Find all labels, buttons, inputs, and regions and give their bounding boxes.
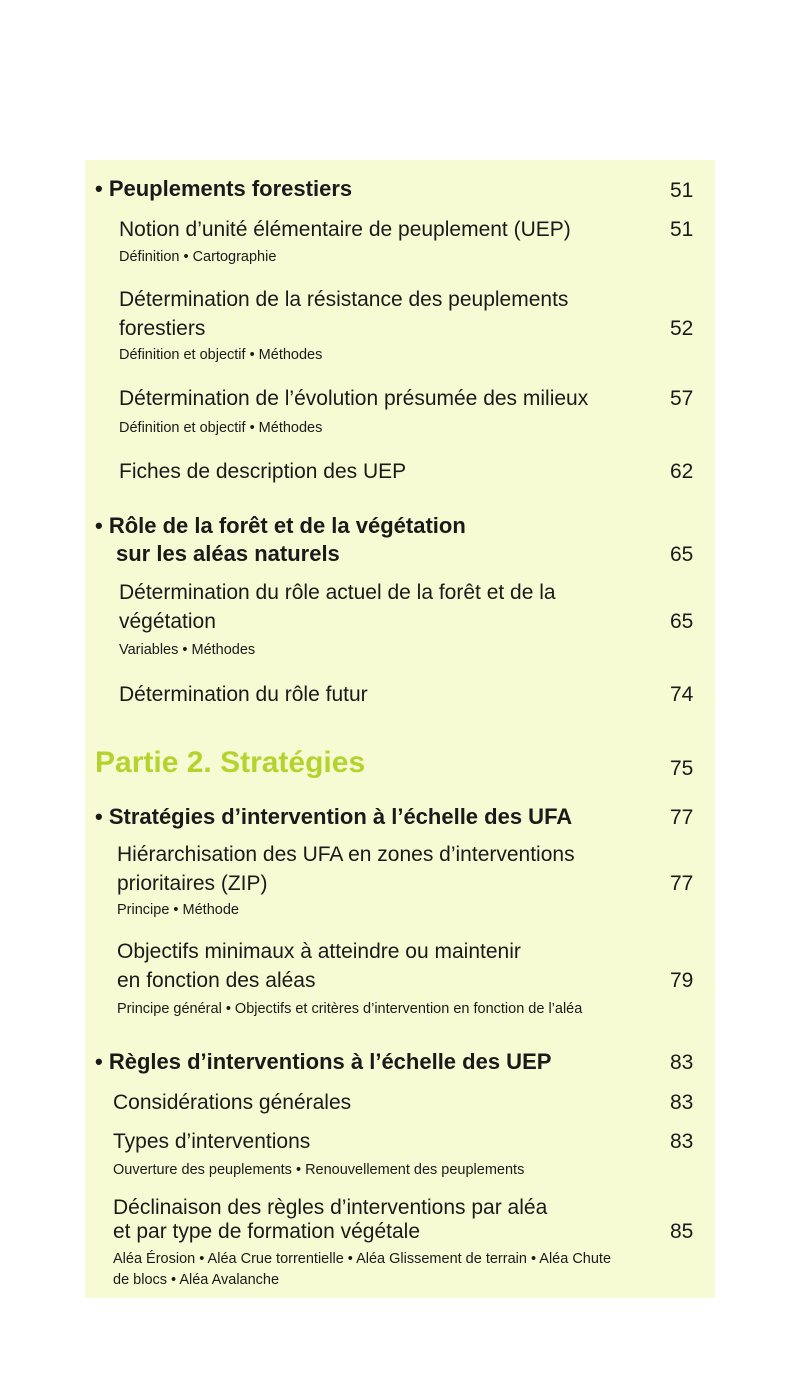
page-number: 65 <box>670 543 694 566</box>
entry-note-line2: de blocs • Aléa Avalanche <box>113 1272 280 1288</box>
page-number: 74 <box>670 683 694 706</box>
page-number: 83 <box>670 1051 694 1074</box>
page-number: 75 <box>670 757 694 780</box>
section-title-peuplements[interactable]: • Peuplements forestiers <box>95 176 353 201</box>
page-number: 51 <box>670 218 694 241</box>
entry-note: Définition et objectif • Méthodes <box>119 420 323 436</box>
section-title-role-foret-line2[interactable]: sur les aléas naturels <box>116 541 340 566</box>
entry-evolution[interactable]: Détermination de l’évolution présumée des milieux <box>119 387 589 410</box>
entry-note: Aléa Érosion • Aléa Crue torrentielle • Aléa Glissement de terrain • Aléa Chute <box>113 1251 612 1267</box>
entry-objectifs-line2[interactable]: en fonction des aléas <box>117 969 316 992</box>
page-number: 57 <box>670 387 694 410</box>
entry-declinaison[interactable]: Déclinaison des règles d’interventions par aléa <box>113 1196 548 1219</box>
page-number: 65 <box>670 610 694 633</box>
page-number: 83 <box>670 1091 694 1114</box>
entry-declinaison-line2[interactable]: et par type de formation végétale <box>113 1220 421 1243</box>
page-number: 77 <box>670 872 694 895</box>
section-title-regles[interactable]: • Règles d’interventions à l’échelle des UEP <box>95 1049 552 1074</box>
page-number: 51 <box>670 179 694 202</box>
entry-note: Ouverture des peuplements • Renouvellement des peuplements <box>113 1162 525 1178</box>
page-number: 52 <box>670 317 694 340</box>
entry-note: Définition et objectif • Méthodes <box>119 347 323 363</box>
section-title-role-foret[interactable]: • Rôle de la forêt et de la végétation <box>95 513 466 538</box>
section-title-strategies[interactable]: • Stratégies d’intervention à l’échelle des UFA <box>95 804 573 829</box>
entry-note: Variables • Méthodes <box>119 642 256 658</box>
page-number: 85 <box>670 1220 694 1243</box>
entry-notion-uep[interactable]: Notion d’unité élémentaire de peuplement (UEP) <box>119 218 571 241</box>
part-title[interactable]: Partie 2. Stratégies <box>95 746 366 779</box>
page-number: 83 <box>670 1130 694 1153</box>
entry-role-actuel[interactable]: Détermination du rôle actuel de la forêt et de la <box>119 581 556 604</box>
entry-fiches[interactable]: Fiches de description des UEP <box>119 460 407 483</box>
entry-resistance-line2[interactable]: forestiers <box>119 317 206 340</box>
page-number: 62 <box>670 460 694 483</box>
entry-role-actuel-line2[interactable]: végétation <box>119 610 216 633</box>
entry-resistance[interactable]: Détermination de la résistance des peuplements <box>119 288 569 311</box>
entry-role-futur[interactable]: Détermination du rôle futur <box>119 683 368 706</box>
entry-considerations[interactable]: Considérations générales <box>113 1091 352 1114</box>
entry-hierarchisation-line2[interactable]: prioritaires (ZIP) <box>117 872 268 895</box>
entry-note: Principe • Méthode <box>117 902 239 918</box>
entry-note: Principe général • Objectifs et critères d’intervention en fonction de l’aléa <box>117 1001 583 1017</box>
entry-hierarchisation[interactable]: Hiérarchisation des UFA en zones d’interventions <box>117 843 575 866</box>
entry-types[interactable]: Types d’interventions <box>113 1130 311 1153</box>
page-number: 77 <box>670 806 694 829</box>
page-number: 79 <box>670 969 694 992</box>
entry-note: Définition • Cartographie <box>119 249 277 265</box>
entry-objectifs[interactable]: Objectifs minimaux à atteindre ou maintenir <box>117 940 521 963</box>
